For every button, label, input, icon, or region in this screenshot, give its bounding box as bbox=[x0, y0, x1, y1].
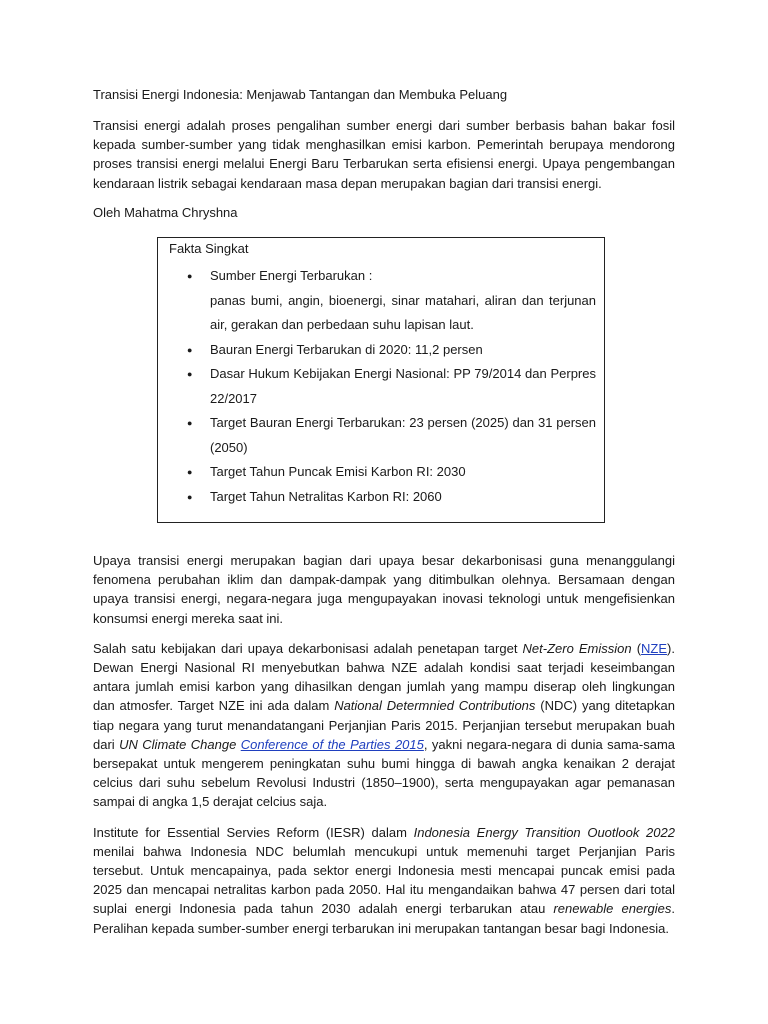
body-paragraph-3 bbox=[93, 823, 675, 938]
document-header bbox=[93, 86, 675, 228]
fact-text: Target Tahun Netralitas Karbon RI: 2060 bbox=[210, 488, 442, 504]
italic-term: renewable energies bbox=[553, 901, 672, 917]
text-run: Salah satu kebijakan dari upaya dekarbonisasi adalah penetapan target bbox=[93, 640, 523, 656]
bullet-icon: ● bbox=[187, 418, 193, 428]
fact-text: Target Bauran Energi Terbarukan: 23 persen (2025) dan 31 persen (2050) bbox=[210, 415, 596, 455]
text-run: (NDC) yang ditetapkan tiap negara yang turut menandatangani Perjanjian Paris 2015. Perjanjian tersebut merupakan buah dari bbox=[93, 698, 675, 752]
bullet-icon: ● bbox=[187, 467, 193, 477]
italic-term: Net-Zero Emission bbox=[522, 640, 632, 656]
author-byline: Oleh Mahatma Chryshna bbox=[93, 204, 238, 220]
fact-text: Target Tahun Puncak Emisi Karbon RI: 2030 bbox=[210, 464, 466, 479]
text-run: , yakni negara-negara di dunia sama-sama bersepakat untuk mengerem peningkatan suhu bumi hingga di bawah angka kenaikan 2 derajat celcius dari suhu sebelum Revolusi Industri (1850–1900), serta mengupayakan agar pemanasan sampai di angka 1,5 derajat celcius saja. bbox=[93, 736, 676, 810]
fact-text: Sumber Energi Terbarukan : bbox=[210, 268, 373, 283]
italic-term: National Determnied Contributions bbox=[334, 698, 536, 714]
fact-subtext: panas bumi, angin, bioenergi, sinar matahari, aliran dan terjunan air, gerakan dan perbedaan suhu lapisan laut. bbox=[210, 292, 596, 332]
document-body bbox=[93, 551, 675, 949]
link-text: Conference of the Parties 2015 bbox=[240, 736, 424, 752]
body-paragraph-2 bbox=[93, 639, 675, 812]
fact-item bbox=[158, 264, 604, 338]
bullet-icon: ● bbox=[187, 369, 193, 379]
fact-item bbox=[158, 485, 604, 510]
fact-text: Dasar Hukum Kebijakan Energi Nasional: PP 79/2014 dan Perpres 22/2017 bbox=[210, 366, 596, 406]
document-title: Transisi Energi Indonesia: Menjawab Tantangan dan Membuka Peluang bbox=[93, 87, 508, 102]
cop-2015-link[interactable] bbox=[241, 737, 424, 752]
text-run: Institute for Essential Servies Reform (IESR) dalam bbox=[93, 824, 414, 840]
fact-item bbox=[158, 460, 604, 485]
fact-item bbox=[158, 411, 604, 460]
bullet-icon: ● bbox=[187, 344, 193, 355]
nze-link[interactable]: NZE bbox=[641, 640, 668, 656]
text-run: . Peralihan kepada sumber-sumber energi terbarukan ini merupakan tantangan besar bagi Indonesia. bbox=[93, 901, 675, 936]
facts-title: Fakta Singkat bbox=[169, 241, 249, 256]
body-paragraph-1: Upaya transisi energi merupakan bagian dari upaya besar dekarbonisasi guna menanggulangi fenomena perubahan iklim dan dampak-dampak yang ditimbulkan olehnya. Bersamaan dengan upaya transisi energi, negara-negara juga mengupayakan inovasi teknologi untuk mengefisienkan konsumsi energi mereka saat ini. bbox=[93, 553, 675, 626]
italic-term: UN Climate Change bbox=[119, 736, 237, 752]
fact-item bbox=[158, 338, 604, 363]
text-run: ( bbox=[631, 640, 642, 656]
fact-item bbox=[158, 362, 604, 411]
facts-box bbox=[157, 237, 605, 523]
bullet-icon: ● bbox=[187, 491, 193, 502]
text-run: ). Dewan Energi Nasional RI menyebutkan bahwa NZE adalah kondisi saat terjadi keseimbangan antara jumlah emisi karbon yang dihasilkan dengan jumlah yang mampu diserap oleh lingkungan dan atmosfer. Target NZE ini ada dalam bbox=[93, 640, 675, 714]
italic-term: Indonesia Energy Transition Ouotlook 2022 bbox=[413, 824, 675, 840]
bullet-icon: ● bbox=[187, 271, 193, 281]
intro-paragraph: Transisi energi adalah proses pengalihan sumber energi dari sumber berbasis bahan bakar fosil kepada sumber-sumber yang tidak menghasilkan emisi karbon. Pemerintah berupaya mendorong proses transisi energi melalui Energi Baru Terbarukan serta efisiensi energi. Upaya pengembangan kendaraan listrik sebagai kendaraan masa depan merupakan bagian dari transisi energi. bbox=[93, 118, 675, 191]
text-run: menilai bahwa Indonesia NDC belumlah mencukupi untuk memenuhi target Perjanjian Paris tersebut. Untuk mencapainya, pada sektor energi Indonesia mesti mencapai puncak emisi pada 2025 dan mencapai netralitas karbon pada 2050. Hal itu mengandaikan bahwa 47 persen dari total suplai energi Indonesia pada tahun 2030 adalah energi terbarukan atau bbox=[93, 843, 675, 917]
fact-text: Bauran Energi Terbarukan di 2020: 11,2 persen bbox=[210, 341, 483, 357]
facts-list bbox=[158, 264, 604, 509]
